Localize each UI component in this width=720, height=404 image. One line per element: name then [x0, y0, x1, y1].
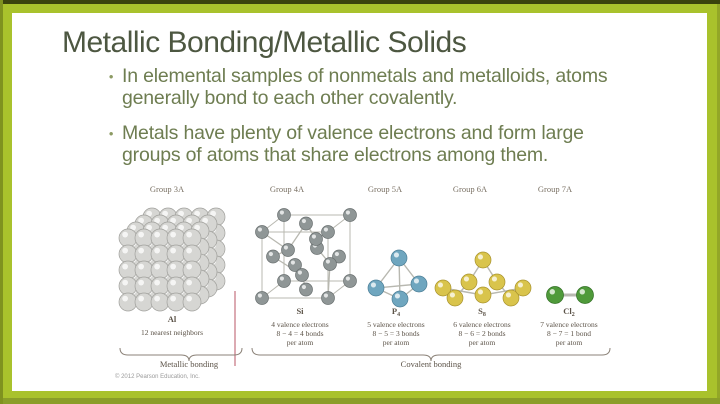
caption-phosphorus: $P_4$ 5 valence electrons 8 − 5 = 3 bonds per atom: [367, 306, 425, 347]
group-label-7a: Group 7A: [537, 184, 573, 194]
slide-card: [12, 13, 707, 391]
caption-chlorine: $Cl_2$ 7 valence electrons 8 − 7 = 1 bond per atom: [540, 306, 598, 347]
caption-aluminum: Al 12 nearest neighbors: [140, 314, 204, 337]
caption-silicon: Si 4 valence electrons 8 − 4 = 4 bonds per atom: [271, 306, 329, 347]
caption-sulfur: $S_8$ 6 valence electrons 8 − 6 = 2 bonds per atom: [453, 306, 511, 347]
group-label-3a: Group 3A: [149, 184, 185, 194]
slide-title: Metallic Bonding/Metallic Solids: [62, 26, 467, 59]
group-label-4a: Group 4A: [269, 184, 305, 194]
copyright-notice: © 2012 Pearson Education, Inc.: [115, 374, 200, 380]
covalent-bonding-label: Covalent bonding: [400, 359, 462, 369]
metallic-bonding-label: Metallic bonding: [159, 359, 219, 369]
group-label-6a: Group 6A: [452, 184, 488, 194]
bottom-border-strip: [0, 398, 720, 404]
figure-canvas: [112, 198, 622, 378]
bullet-item-2: [100, 123, 630, 166]
bullet-text-1: In elemental samples of nonmetals and metalloids, atoms generally bond to each other covalently.: [122, 65, 608, 109]
left-border-strip: [0, 0, 3, 404]
bullet-item-1: [100, 66, 630, 109]
top-letterbox-strip: [0, 0, 720, 4]
bullet-text-2: Metals have plenty of valence electrons and form large groups of atoms that share electrons among them.: [122, 122, 584, 166]
bullet-marker: •: [108, 69, 114, 84]
group-label-5a: Group 5A: [367, 184, 403, 194]
bullet-marker: •: [108, 126, 114, 141]
